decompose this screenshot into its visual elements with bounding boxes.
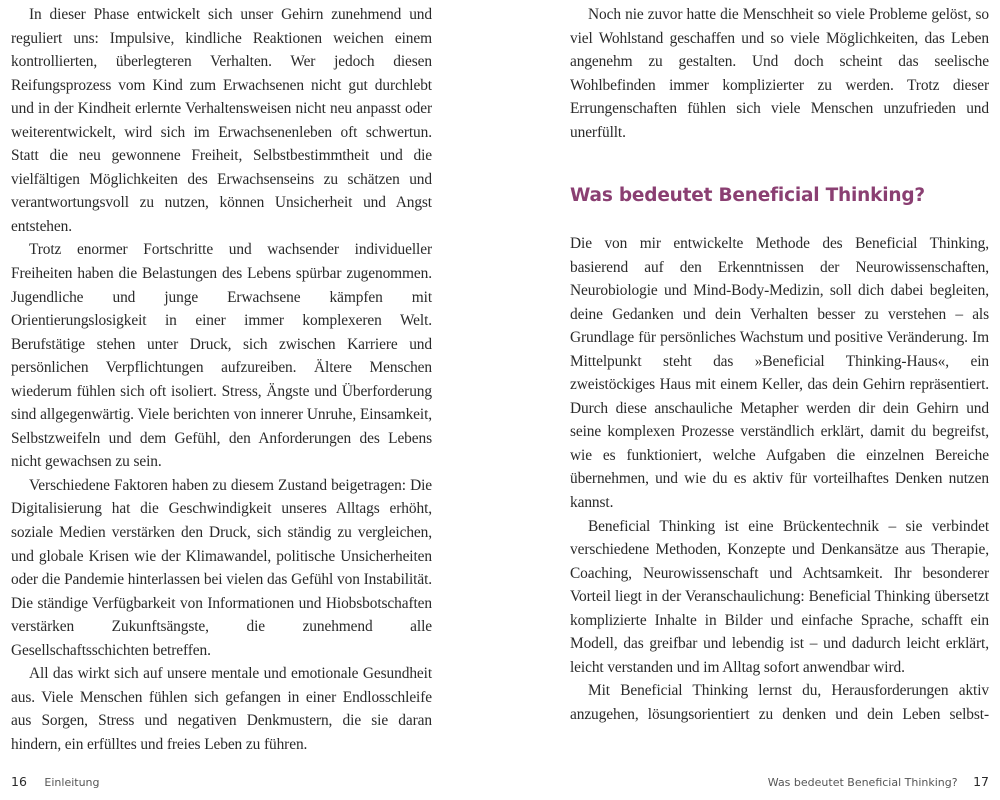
paragraph: Verschiedene Faktoren haben zu diesem Zustand beigetragen: Die Digitalisierung hat die Geschwindigkeit unseres Alltags erhöht, soziale Medien verstärken den Druck, sich ständig zu vergleichen, und globale Krisen wie der Klimawandel, politische Unsicherheiten oder die Pandemie hinterlassen bei vielen das Gefühl von Instabilität. Die ständige Verfügbarkeit von Informationen und Hiobsbotschaften verstärken Zukunftsängste, die zunehmend alle Gesellschaftsschichten betreffen. [11,476,432,659]
paragraph: Beneficial Thinking ist eine Brückentechnik – sie verbindet verschiedene Methoden, Konzepte und Denkansätze aus Therapie, Coaching, Neurowissenschaft und Achtsamkeit. Ihr besonderer Vorteil liegt in der Veranschaulichung: Beneficial Thinking übersetzt komplizierte Inhalte in Bilder und einfache Sprache, schafft ein Modell, das greifbar und lebendig ist – und dadurch leicht erklärt, leicht verstanden und im Alltag sofort anwendbar wird. [570,517,989,676]
paragraph: Mit Beneficial Thinking lernst du, Herausforderungen aktiv anzugehen, lösungsorientiert zu denken und dein Leben selbst- [570,682,989,723]
page-number: 17 [973,774,989,789]
right-footer [768,774,989,789]
right-page [500,0,1000,800]
running-head: Einleitung [44,776,100,789]
intro-paragraph: Noch nie zuvor hatte die Menschheit so viele Probleme gelöst, so viel Wohlstand geschaffen und so viele Möglichkeiten, das Leben angenehm zu gestalten. Und doch scheint das seelische Wohlbefinden immer komplizierter zu werden. Trotz dieser Errungenschaften fühlen sich viele Menschen unzufrieden und unerfüllt. [570,6,989,141]
running-head: Was bedeutet Beneficial Thinking? [767,776,958,789]
paragraph: Trotz enormer Fortschritte und wachsender individueller Freiheiten haben die Belastungen des Lebens spürbar zugenommen. Jugendliche und junge Erwachsene kämpfen mit Orientierungslosigkeit in einer immer komplexeren Welt. Berufstätige stehen unter Druck, sich zwischen Karriere und persönlichen Verpflichtungen aufzureiben. Ältere Menschen wiederum fühlen sich oft isoliert. Stress, Ängste und Überforderung sind allgegenwärtig. Viele berichten von innerer Unruhe, Einsamkeit, Selbstzweifeln und dem Gefühl, den Anforderungen des Lebens nicht gewachsen zu sein. [11,241,432,471]
left-text-column [11,3,432,757]
right-intro-column [570,3,989,144]
paragraph: All das wirkt sich auf unsere mentale und emotionale Gesundheit aus. Viele Menschen fühlen sich gefangen in einer Endlosschleife aus Sorgen, Stress und negativen Denkmustern, die sie daran hindern, ein erfülltes und freies Leben zu führen. [11,665,432,753]
page-number: 16 [11,774,27,789]
paragraph: Die von mir entwickelte Methode des Beneficial Thinking, basierend auf den Erkenntnissen der Neurowissenschaften, Neurobiologie und Mind-Body-Medizin, soll dich dabei begleiten, deine Gedanken und dein Verhalten besser zu verstehen – als Grundlage für persönliches Wachstum und positive Veränderung. Im Mittelpunkt steht das »Beneficial Thinking-Haus«, ein zweistöckiges Haus mit einem Keller, das dein Gehirn repräsentiert. Durch diese anschauliche Metapher werden dir dein Gehirn und seine komplexen Prozesse verständlich erklärt, damit du begreifst, wie es funktioniert, welche Aufgaben die einzelnen Bereiche übernehmen, und wie du es aktiv für vorteilhaftes Denken nutzen kannst. [570,235,989,512]
paragraph: In dieser Phase entwickelt sich unser Gehirn zunehmend und reguliert uns: Impulsive, kindliche Reaktionen weichen einem kontrollierten, überlegteren Verhalten. Wer jedoch diesen Reifungsprozess vom Kind zum Erwachsenen nicht gut durchlebt und in der Kindheit erlernte Verhaltensweisen nicht neu anpasst oder weiterentwickelt, wird sich im Erwachsenenleben oft schwertun. Statt die neu gewonnene Freiheit, Selbstbestimmtheit und die vielfältigen Möglichkeiten des Erwachsenseins zu schätzen und verantwortungsvoll zu nutzen, können Unsicherheit und Angst entstehen. [11,6,432,235]
section-heading: Was bedeutet Beneficial Thinking? [570,185,925,206]
left-footer [11,774,100,789]
right-text-column [570,232,989,726]
